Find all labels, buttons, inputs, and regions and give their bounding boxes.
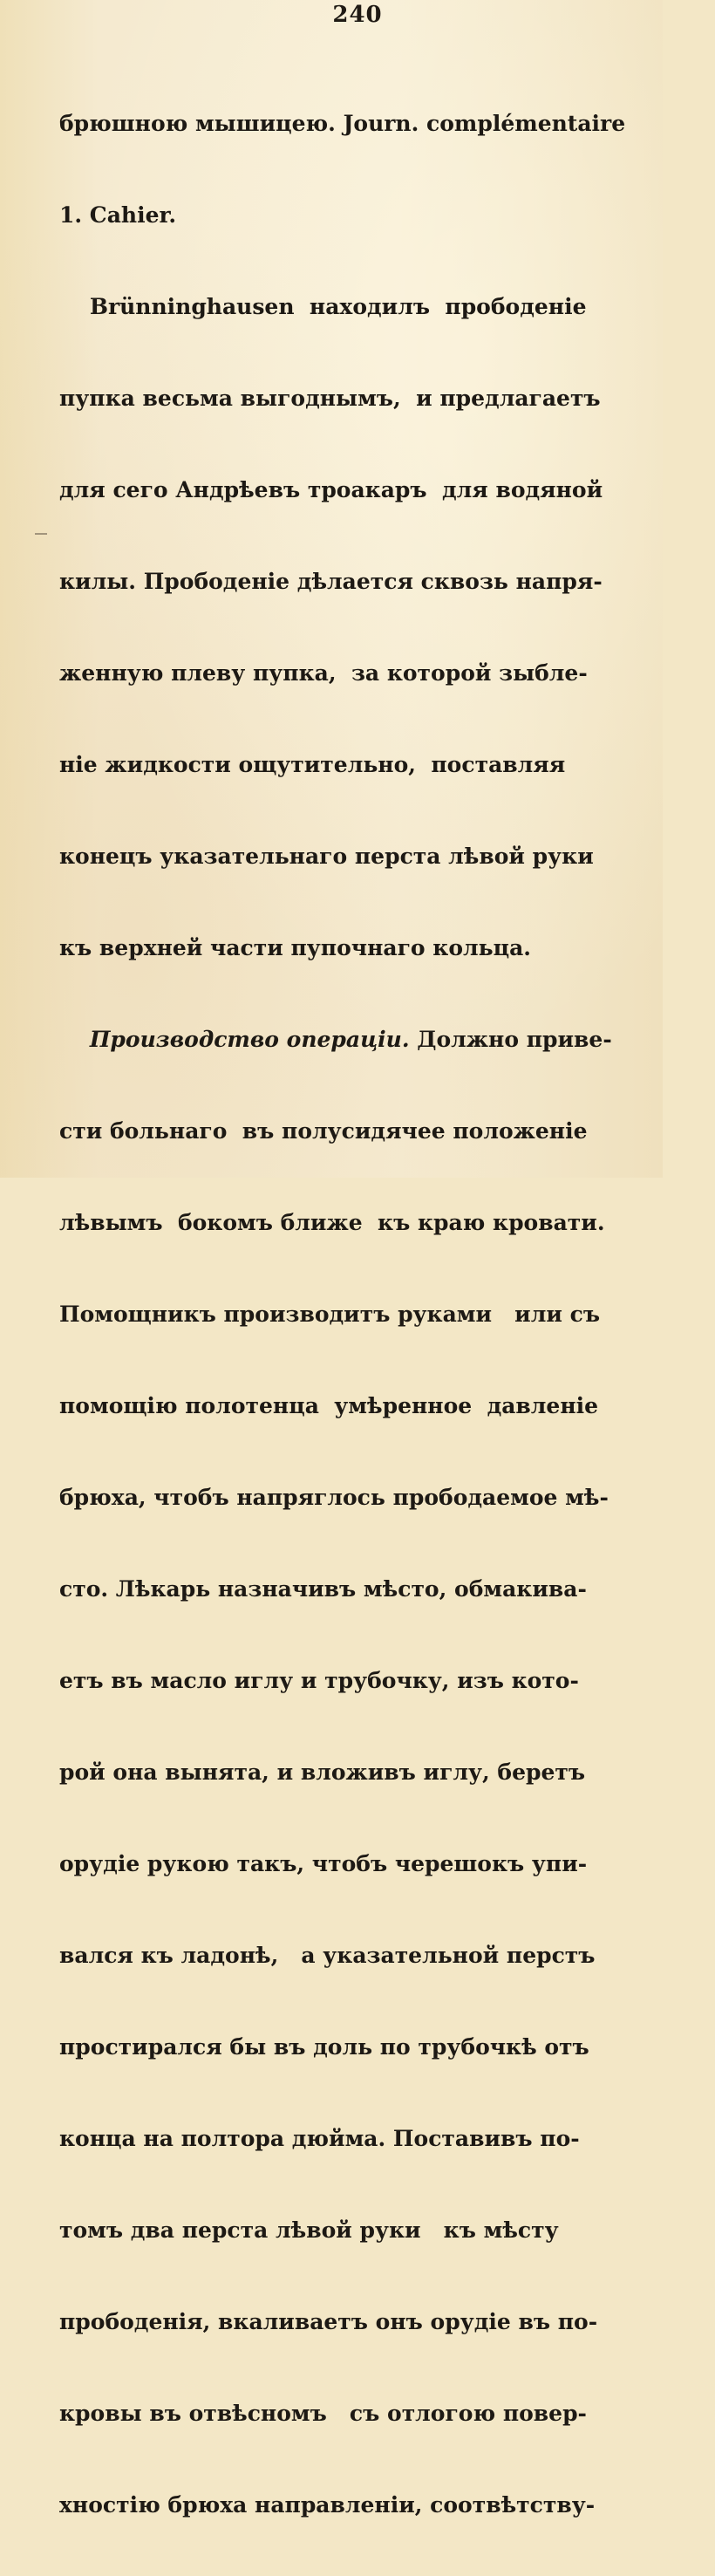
text-line-12: сти больнаго въ полусидячее положеніе	[59, 1118, 588, 1144]
text-line-1: брюшною мышицею. Journ. complémentaire	[59, 111, 626, 136]
text-line-22: простирался бы въ доль по трубочкѣ отъ	[59, 2034, 589, 2060]
text-line-2: 1. Cahier.	[59, 202, 177, 228]
text-line-9: конецъ указательнаго перста лѣвой руки	[59, 844, 594, 869]
text-line-25: прободенія, вкаливаетъ онъ орудіе въ по-	[59, 2309, 598, 2334]
text-line-17: сто. Лѣкарь назначивъ мѣсто, обмакива-	[59, 1576, 587, 1602]
page-number: 240	[332, 2, 383, 28]
text-line-24: томъ два перста лѣвой руки къ мѣсту	[59, 2217, 559, 2243]
text-line-10: къ верхней части пупочнаго кольца.	[59, 935, 531, 960]
text-line-11: Производство операціи. Должно приве-	[59, 1027, 612, 1052]
text-line-23: конца на полтора дюйма. Поставивъ по-	[59, 2126, 580, 2151]
text-line-5: для сего Андрѣевъ троакаръ для водяной	[59, 477, 603, 502]
text-line-4: пупка весьма выгоднымъ, и предлагаетъ	[59, 386, 601, 411]
text-line-18: етъ въ масло иглу и трубочку, изъ кото-	[59, 1668, 579, 1693]
page-body-text	[59, 52, 670, 2576]
text-line-26: кровы въ отвѣсномъ съ отлогою повер-	[59, 2401, 587, 2426]
text-line-20: орудіе рукою такъ, чтобъ черешокъ упи-	[59, 1851, 588, 1876]
section-heading-italic: Производство операціи.	[59, 1027, 410, 1052]
text-line-8: ніе жидкости ощутительно, поставляя	[59, 752, 566, 777]
text-line-7: женную плеву пупка, за которой зыбле-	[59, 660, 588, 686]
text-line-3: Brünninghausen находилъ прободеніе	[59, 294, 587, 319]
text-line-16: брюха, чтобъ напряглось прободаемое мѣ-	[59, 1485, 609, 1510]
margin-dash-mark	[35, 533, 47, 535]
text-line-27: хностію брюха направленіи, соотвѣтству-	[59, 2492, 596, 2518]
text-line-13: лѣвымъ бокомъ ближе къ краю кровати.	[59, 1210, 605, 1235]
text-line-15: помощію полотенца умѣренное давленіе	[59, 1393, 599, 1418]
text-line-6: килы. Прободеніе дѣлается сквозь напря-	[59, 569, 603, 594]
text-line-21: вался къ ладонѣ, а указательной перстъ	[59, 1943, 596, 1968]
text-line-14: Помощникъ производитъ руками или съ	[59, 1302, 600, 1327]
text-line-19: рой она вынята, и вложивъ иглу, беретъ	[59, 1759, 586, 1785]
